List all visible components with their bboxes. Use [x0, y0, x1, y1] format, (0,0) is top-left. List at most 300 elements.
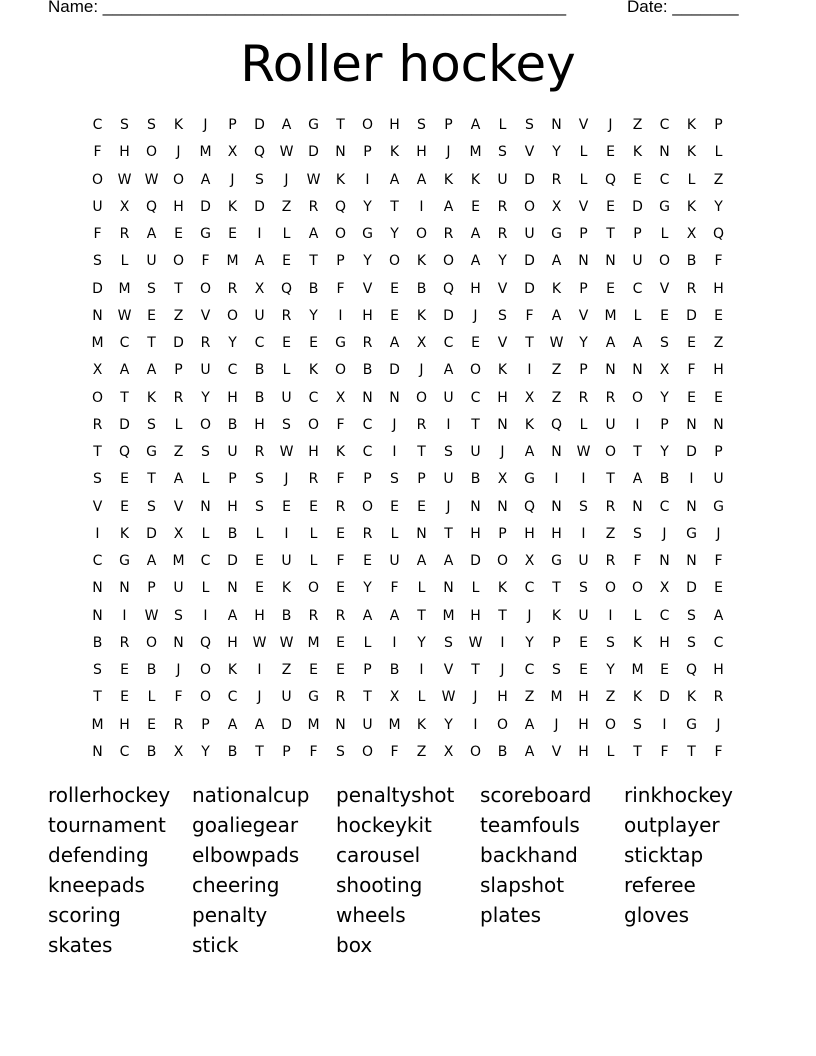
grid-cell[interactable]: M [226, 253, 239, 270]
grid-cell[interactable]: A [713, 607, 724, 624]
grid-cell[interactable]: V [578, 117, 589, 133]
grid-cell[interactable]: L [282, 226, 291, 242]
grid-cell[interactable]: P [579, 362, 588, 379]
grid-cell[interactable]: X [335, 389, 346, 406]
grid-cell[interactable]: N [335, 716, 346, 733]
grid-cell[interactable]: R [713, 689, 724, 706]
grid-cell[interactable]: A [551, 253, 562, 270]
grid-cell[interactable]: E [606, 198, 615, 215]
grid-cell[interactable]: N [119, 580, 130, 597]
grid-cell[interactable]: G [524, 471, 535, 488]
grid-cell[interactable]: K [173, 117, 184, 133]
grid-cell[interactable]: X [416, 335, 427, 351]
grid-cell[interactable]: Q [334, 198, 347, 215]
grid-cell[interactable]: F [660, 743, 669, 760]
grid-cell[interactable]: E [120, 689, 129, 706]
grid-cell[interactable]: A [632, 335, 643, 351]
grid-cell[interactable]: F [93, 144, 102, 161]
grid-cell[interactable]: T [525, 335, 534, 351]
grid-cell[interactable]: L [660, 226, 669, 242]
grid-cell[interactable]: O [91, 171, 104, 188]
grid-cell[interactable]: K [227, 198, 238, 215]
grid-cell[interactable]: L [201, 580, 210, 597]
grid-cell[interactable]: I [500, 634, 505, 651]
grid-cell[interactable]: D [524, 171, 535, 188]
grid-cell[interactable]: H [659, 634, 670, 651]
grid-cell[interactable]: S [93, 253, 102, 270]
grid-cell[interactable]: X [497, 471, 508, 488]
grid-cell[interactable]: A [281, 117, 292, 133]
grid-cell[interactable]: V [659, 280, 670, 297]
grid-cell[interactable]: N [362, 389, 373, 406]
grid-cell[interactable]: S [687, 634, 696, 651]
grid-cell[interactable]: N [659, 144, 670, 161]
grid-cell[interactable]: B [362, 362, 373, 379]
grid-cell[interactable]: H [119, 716, 130, 733]
grid-cell[interactable]: H [551, 525, 562, 542]
grid-cell[interactable]: E [660, 307, 669, 324]
grid-cell[interactable]: N [470, 498, 481, 515]
grid-cell[interactable]: C [659, 498, 670, 515]
grid-cell[interactable]: L [255, 525, 264, 542]
grid-cell[interactable]: X [686, 226, 697, 242]
grid-cell[interactable]: S [660, 335, 669, 351]
grid-cell[interactable]: S [255, 498, 264, 515]
grid-cell[interactable]: G [686, 525, 697, 542]
grid-cell[interactable]: I [662, 716, 667, 733]
grid-cell[interactable]: H [308, 444, 319, 460]
grid-cell[interactable]: A [443, 198, 454, 215]
grid-cell[interactable]: B [146, 743, 157, 760]
grid-cell[interactable]: P [201, 716, 210, 733]
grid-cell[interactable]: N [497, 416, 508, 433]
grid-cell[interactable]: E [282, 498, 291, 515]
grid-cell[interactable]: L [714, 144, 723, 161]
grid-cell[interactable]: R [335, 498, 346, 515]
grid-cell[interactable]: K [551, 280, 562, 297]
grid-cell[interactable]: M [199, 144, 212, 161]
grid-cell[interactable]: N [443, 580, 454, 597]
grid-cell[interactable]: O [361, 498, 374, 515]
grid-cell[interactable]: D [686, 444, 697, 460]
grid-cell[interactable]: R [416, 416, 427, 433]
grid-cell[interactable]: A [146, 553, 157, 569]
grid-cell[interactable]: U [632, 253, 643, 270]
grid-cell[interactable]: Y [714, 198, 723, 215]
grid-cell[interactable]: S [255, 171, 264, 188]
grid-cell[interactable]: N [605, 253, 616, 270]
grid-cell[interactable]: L [390, 525, 399, 542]
grid-cell[interactable]: K [497, 580, 508, 597]
grid-cell[interactable]: D [254, 117, 265, 133]
grid-cell[interactable]: J [284, 471, 289, 488]
grid-cell[interactable]: B [470, 471, 481, 488]
grid-cell[interactable]: Q [442, 280, 455, 297]
grid-cell[interactable]: L [417, 580, 426, 597]
grid-cell[interactable]: O [496, 716, 509, 733]
grid-cell[interactable]: E [633, 171, 642, 188]
grid-cell[interactable]: U [254, 307, 265, 324]
grid-cell[interactable]: O [442, 253, 455, 270]
grid-cell[interactable]: R [281, 307, 292, 324]
grid-cell[interactable]: H [470, 280, 481, 297]
grid-cell[interactable]: A [227, 607, 238, 624]
grid-cell[interactable]: Y [363, 198, 372, 215]
grid-cell[interactable]: A [146, 226, 157, 242]
grid-cell[interactable]: H [227, 498, 238, 515]
grid-cell[interactable]: L [363, 634, 372, 651]
grid-cell[interactable]: U [146, 253, 157, 270]
grid-cell[interactable]: C [713, 634, 724, 651]
grid-cell[interactable]: I [581, 525, 586, 542]
grid-cell[interactable]: Y [660, 389, 669, 406]
grid-cell[interactable]: J [473, 689, 478, 706]
grid-cell[interactable]: W [279, 634, 294, 651]
grid-cell[interactable]: Y [363, 580, 372, 597]
grid-cell[interactable]: P [498, 525, 507, 542]
grid-cell[interactable]: J [257, 689, 262, 706]
grid-cell[interactable]: Y [660, 444, 669, 460]
grid-cell[interactable]: K [416, 716, 427, 733]
grid-cell[interactable]: R [443, 226, 454, 242]
grid-cell[interactable]: F [93, 226, 102, 242]
grid-cell[interactable]: S [498, 144, 507, 161]
grid-cell[interactable]: E [120, 498, 129, 515]
grid-cell[interactable]: B [227, 416, 238, 433]
grid-cell[interactable]: J [716, 525, 721, 542]
grid-cell[interactable]: H [497, 689, 508, 706]
grid-cell[interactable]: U [524, 226, 535, 242]
grid-cell[interactable]: Z [281, 662, 292, 678]
grid-cell[interactable]: Y [525, 634, 534, 651]
grid-cell[interactable]: P [228, 117, 237, 133]
grid-cell[interactable]: D [254, 198, 265, 215]
grid-cell[interactable]: P [579, 280, 588, 297]
grid-cell[interactable]: E [390, 307, 399, 324]
grid-cell[interactable]: Q [145, 198, 158, 215]
grid-cell[interactable]: N [686, 416, 697, 433]
grid-cell[interactable]: Z [524, 689, 535, 706]
grid-cell[interactable]: S [93, 662, 102, 678]
grid-cell[interactable]: K [686, 689, 697, 706]
grid-cell[interactable]: D [443, 307, 454, 324]
grid-cell[interactable]: I [284, 525, 289, 542]
grid-cell[interactable]: O [415, 389, 428, 406]
grid-cell[interactable]: S [633, 525, 642, 542]
grid-cell[interactable]: G [308, 117, 319, 133]
grid-cell[interactable]: N [335, 144, 346, 161]
grid-cell[interactable]: O [523, 198, 536, 215]
grid-cell[interactable]: T [552, 580, 561, 597]
grid-cell[interactable]: H [713, 362, 724, 379]
grid-cell[interactable]: E [336, 525, 345, 542]
grid-cell[interactable]: R [119, 226, 130, 242]
grid-cell[interactable]: O [388, 253, 401, 270]
grid-cell[interactable]: V [497, 280, 508, 297]
grid-cell[interactable]: P [444, 117, 453, 133]
grid-cell[interactable]: N [713, 416, 724, 433]
grid-cell[interactable]: G [200, 226, 211, 242]
grid-cell[interactable]: E [471, 335, 480, 351]
grid-cell[interactable]: W [252, 634, 267, 651]
grid-cell[interactable]: W [279, 444, 294, 460]
grid-cell[interactable]: E [579, 662, 588, 678]
grid-cell[interactable]: C [92, 553, 103, 569]
grid-cell[interactable]: I [419, 198, 424, 215]
grid-cell[interactable]: K [632, 634, 643, 651]
grid-cell[interactable]: R [335, 689, 346, 706]
grid-cell[interactable]: L [309, 525, 318, 542]
grid-cell[interactable]: E [471, 198, 480, 215]
grid-cell[interactable]: N [227, 580, 238, 597]
grid-cell[interactable]: E [363, 553, 372, 569]
grid-cell[interactable]: X [659, 580, 670, 597]
grid-cell[interactable]: K [146, 389, 157, 406]
grid-cell[interactable]: E [147, 716, 156, 733]
grid-cell[interactable]: P [363, 471, 372, 488]
grid-cell[interactable]: F [174, 689, 183, 706]
grid-cell[interactable]: R [92, 416, 103, 433]
grid-cell[interactable]: Z [173, 444, 184, 460]
grid-cell[interactable]: C [119, 335, 130, 351]
grid-cell[interactable]: V [92, 498, 103, 515]
grid-cell[interactable]: T [417, 607, 426, 624]
grid-cell[interactable]: N [200, 498, 211, 515]
grid-cell[interactable]: Y [363, 253, 372, 270]
grid-cell[interactable]: H [578, 743, 589, 760]
grid-cell[interactable]: W [441, 689, 456, 706]
grid-cell[interactable]: O [631, 580, 644, 597]
grid-cell[interactable]: F [336, 416, 345, 433]
grid-cell[interactable]: S [255, 471, 264, 488]
grid-cell[interactable]: N [92, 607, 103, 624]
grid-cell[interactable]: A [173, 471, 184, 488]
grid-cell[interactable]: H [713, 662, 724, 678]
grid-cell[interactable]: C [470, 389, 481, 406]
grid-cell[interactable]: B [497, 743, 508, 760]
grid-cell[interactable]: E [228, 226, 237, 242]
grid-cell[interactable]: K [551, 607, 562, 624]
grid-cell[interactable]: P [714, 117, 723, 133]
grid-cell[interactable]: A [362, 607, 373, 624]
grid-cell[interactable]: R [362, 335, 373, 351]
grid-cell[interactable]: V [578, 307, 589, 324]
grid-cell[interactable]: M [388, 716, 401, 733]
grid-cell[interactable]: O [415, 226, 428, 242]
grid-cell[interactable]: Q [118, 444, 131, 460]
grid-cell[interactable]: P [633, 226, 642, 242]
grid-cell[interactable]: N [389, 389, 400, 406]
grid-cell[interactable]: E [390, 498, 399, 515]
grid-cell[interactable]: B [308, 280, 319, 297]
grid-cell[interactable]: P [282, 743, 291, 760]
grid-cell[interactable]: D [227, 553, 238, 569]
grid-cell[interactable]: S [579, 498, 588, 515]
grid-cell[interactable]: G [659, 198, 670, 215]
grid-cell[interactable]: S [147, 498, 156, 515]
grid-cell[interactable]: R [119, 634, 130, 651]
grid-cell[interactable]: X [524, 389, 535, 406]
grid-cell[interactable]: M [442, 607, 455, 624]
grid-cell[interactable]: B [227, 525, 238, 542]
grid-cell[interactable]: A [389, 171, 400, 188]
grid-cell[interactable]: X [443, 743, 454, 760]
grid-cell[interactable]: S [390, 471, 399, 488]
grid-cell[interactable]: Q [280, 280, 293, 297]
grid-cell[interactable]: U [713, 471, 724, 488]
grid-cell[interactable]: L [498, 117, 507, 133]
grid-cell[interactable]: O [631, 389, 644, 406]
grid-cell[interactable]: M [91, 716, 104, 733]
grid-cell[interactable]: O [172, 253, 185, 270]
grid-cell[interactable]: W [144, 607, 159, 624]
grid-cell[interactable]: Z [713, 171, 724, 188]
grid-cell[interactable]: S [147, 280, 156, 297]
grid-cell[interactable]: K [389, 144, 400, 161]
grid-cell[interactable]: K [227, 662, 238, 678]
grid-cell[interactable]: R [173, 389, 184, 406]
grid-cell[interactable]: O [199, 662, 212, 678]
grid-cell[interactable]: W [549, 335, 564, 351]
grid-cell[interactable]: P [147, 580, 156, 597]
grid-cell[interactable]: Z [605, 689, 616, 706]
grid-cell[interactable]: Y [444, 716, 453, 733]
grid-cell[interactable]: K [686, 144, 697, 161]
grid-cell[interactable]: F [525, 307, 534, 324]
grid-cell[interactable]: E [714, 307, 723, 324]
grid-cell[interactable]: O [361, 117, 374, 133]
grid-cell[interactable]: L [606, 743, 615, 760]
grid-cell[interactable]: W [279, 144, 294, 161]
grid-cell[interactable]: I [527, 362, 532, 379]
grid-cell[interactable]: W [117, 171, 132, 188]
grid-cell[interactable]: O [172, 171, 185, 188]
grid-cell[interactable]: J [446, 498, 451, 515]
grid-cell[interactable]: O [307, 416, 320, 433]
grid-cell[interactable]: K [632, 144, 643, 161]
grid-cell[interactable]: O [91, 389, 104, 406]
grid-cell[interactable]: K [524, 416, 535, 433]
grid-cell[interactable]: L [687, 171, 696, 188]
grid-cell[interactable]: I [257, 662, 262, 678]
grid-cell[interactable]: Z [605, 525, 616, 542]
grid-cell[interactable]: A [200, 171, 211, 188]
grid-cell[interactable]: S [93, 471, 102, 488]
grid-cell[interactable]: I [95, 525, 100, 542]
grid-cell[interactable]: S [552, 662, 561, 678]
grid-cell[interactable]: C [659, 607, 670, 624]
grid-cell[interactable]: O [658, 253, 671, 270]
grid-cell[interactable]: R [605, 498, 616, 515]
grid-cell[interactable]: A [389, 607, 400, 624]
grid-cell[interactable]: Q [685, 662, 698, 678]
grid-cell[interactable]: Z [713, 335, 724, 351]
grid-cell[interactable]: B [254, 362, 265, 379]
grid-cell[interactable]: F [336, 280, 345, 297]
grid-cell[interactable]: F [714, 253, 723, 270]
grid-cell[interactable]: H [470, 525, 481, 542]
grid-cell[interactable]: B [659, 471, 670, 488]
grid-cell[interactable]: B [254, 389, 265, 406]
grid-cell[interactable]: I [338, 307, 343, 324]
grid-cell[interactable]: R [308, 607, 319, 624]
grid-cell[interactable]: L [633, 607, 642, 624]
grid-cell[interactable]: I [554, 471, 559, 488]
grid-cell[interactable]: J [446, 144, 451, 161]
grid-cell[interactable]: D [524, 253, 535, 270]
grid-cell[interactable]: R [497, 198, 508, 215]
grid-cell[interactable]: R [308, 198, 319, 215]
grid-cell[interactable]: V [200, 307, 211, 324]
grid-cell[interactable]: A [119, 362, 130, 379]
grid-cell[interactable]: A [227, 716, 238, 733]
grid-cell[interactable]: J [284, 171, 289, 188]
grid-cell[interactable]: I [392, 444, 397, 460]
grid-cell[interactable]: D [173, 335, 184, 351]
grid-cell[interactable]: J [419, 362, 424, 379]
grid-cell[interactable]: D [686, 307, 697, 324]
grid-cell[interactable]: S [525, 117, 534, 133]
grid-cell[interactable]: N [632, 362, 643, 379]
grid-cell[interactable]: M [307, 716, 320, 733]
grid-cell[interactable]: H [578, 716, 589, 733]
grid-cell[interactable]: T [633, 444, 642, 460]
grid-cell[interactable]: T [147, 471, 156, 488]
grid-cell[interactable]: T [390, 198, 399, 215]
grid-cell[interactable]: D [308, 144, 319, 161]
grid-cell[interactable]: S [606, 634, 615, 651]
grid-cell[interactable]: M [604, 307, 617, 324]
grid-cell[interactable]: B [416, 280, 427, 297]
grid-cell[interactable]: J [554, 716, 559, 733]
grid-cell[interactable]: D [632, 198, 643, 215]
grid-cell[interactable]: P [660, 416, 669, 433]
grid-cell[interactable]: X [389, 689, 400, 706]
grid-cell[interactable]: G [686, 716, 697, 733]
grid-cell[interactable]: F [201, 253, 210, 270]
grid-cell[interactable]: U [443, 389, 454, 406]
grid-cell[interactable]: V [578, 198, 589, 215]
grid-cell[interactable]: T [417, 444, 426, 460]
grid-cell[interactable]: T [471, 416, 480, 433]
grid-cell[interactable]: T [255, 743, 264, 760]
grid-cell[interactable]: E [714, 389, 723, 406]
grid-cell[interactable]: U [92, 198, 103, 215]
grid-cell[interactable]: L [579, 144, 588, 161]
grid-cell[interactable]: Y [498, 253, 507, 270]
grid-cell[interactable]: W [576, 444, 591, 460]
grid-cell[interactable]: R [551, 171, 562, 188]
grid-cell[interactable]: I [635, 416, 640, 433]
grid-cell[interactable]: X [173, 525, 184, 542]
grid-cell[interactable]: D [200, 198, 211, 215]
grid-cell[interactable]: O [334, 362, 347, 379]
grid-cell[interactable]: O [199, 416, 212, 433]
grid-cell[interactable]: O [334, 226, 347, 242]
grid-cell[interactable]: S [444, 444, 453, 460]
grid-cell[interactable]: W [144, 171, 159, 188]
grid-cell[interactable]: W [468, 634, 483, 651]
grid-cell[interactable]: K [686, 198, 697, 215]
grid-cell[interactable]: C [308, 389, 319, 406]
grid-cell[interactable]: B [389, 662, 400, 678]
grid-cell[interactable]: D [524, 280, 535, 297]
grid-cell[interactable]: J [203, 117, 208, 133]
grid-cell[interactable]: A [551, 307, 562, 324]
grid-cell[interactable]: P [363, 662, 372, 678]
grid-cell[interactable]: T [336, 117, 345, 133]
grid-cell[interactable]: N [92, 307, 103, 324]
